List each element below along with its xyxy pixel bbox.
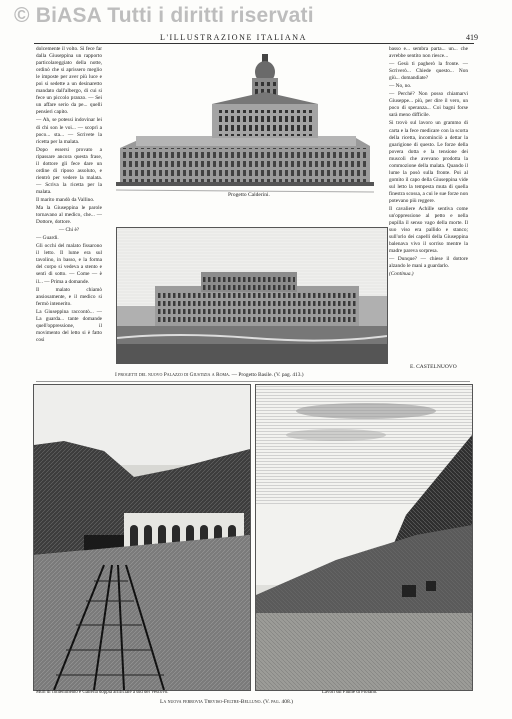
author-signature: E. CASTELNUOVO <box>410 364 457 370</box>
copyright-watermark: © BiASA Tutti i diritti riservati <box>14 4 314 27</box>
right-text-column <box>389 46 468 352</box>
figure-basile-caption <box>115 372 304 378</box>
header-rule <box>34 43 474 44</box>
left-paragraph-8: Gli occhi del malato fissarono il letto. Il lume era sul tavolino, in basso, e la forma del corpo si vedeva a stento e sentì di sotto. — Come — è il... — Prima a domande. <box>36 243 102 285</box>
figure-railway-viaduct <box>33 384 251 691</box>
right-paragraph-8: (Continua.) <box>389 271 414 278</box>
railway-section-caption: La nuova ferrovia Treviso-Feltre-Belluno. (V. pag. 408.) <box>160 699 293 705</box>
figure-river-works <box>255 384 473 691</box>
river-works-drawing <box>256 385 472 690</box>
right-paragraph-5: Si trovò sul lavoro un grammo di carta e la fece medicare con la scorta della ricetta, incominciò a dettar la guarigione di questo. Le forze della povera dotta e la tensione dei muscoli che avevano prodotta la commozione della malata. Quando il lume la posò sulla fronte. Poi al gomito il capo della Giuseppina vide sul letto la tempesta muta di quella finestra scossa, a cui le sue forze non potevano più reggere. <box>389 120 468 204</box>
page-header-title: L'ILLUSTRAZIONE ITALIANA <box>160 33 307 42</box>
left-paragraph-4: Il marito mandò da Vallino. <box>36 196 95 203</box>
left-paragraph-1: dolcemente il volto. Si fece far dalla Giuseppina un rapporto particolareggiato della notte, ordinò che si aprissero meglio le imposte per aver più luce e poi si sedette a un desinaretto mandato dall'albergo, di cui si fece un piccolo pranzo. — Sei un affare serio da pe... quelli pensieri capito. <box>36 46 102 116</box>
palace-drawing-basile <box>117 228 387 363</box>
figure-river-works-caption: Lavori sul Fiume di Fiorano. <box>322 690 378 695</box>
right-paragraph-7: — Dunque? — chiese il dottore alzando le mani a guardarlo. <box>389 256 468 270</box>
figure-railway-viaduct-caption: Muri di contenimento e Galleria doppia artificiale a sud del Vescovo. <box>36 690 169 695</box>
left-paragraph-5: Ma la Giuseppina le parole tornavano al medico, che... — Dottore, dottore. <box>36 205 102 226</box>
right-paragraph-3: — No, no. <box>389 83 412 90</box>
section-divider <box>36 381 470 382</box>
figure-basile-project <box>116 227 388 364</box>
right-paragraph-6: Il cavaliere Achille sentiva come un'oppressione al petto e nella pupilla il senso vago della morte. Il suo viso era pallido e stanco; sull'orlo dei capelli della Giuseppina balenava vivo il sorriso mentre la madre pareva sorpresa. <box>389 206 468 255</box>
figure-calderini-project <box>116 52 374 202</box>
figure-calderini-caption: Progetto Calderini. <box>228 192 270 198</box>
left-paragraph-6: — Chi è? <box>58 227 80 234</box>
right-paragraph-2: — Gesù ti pagherò la fronte. — Scriverò... Chiede questo... Non giù... domandiate? <box>389 61 468 82</box>
right-paragraph-1: basso e... sembra parta... un... che avrebbe sentito non riesce... <box>389 46 468 60</box>
left-paragraph-2: — Ah, se potessi indovinar lei di chi son le voi... — scoprì a poco... sta... — Scrivete la ricetta per la malata. <box>36 117 102 145</box>
figure-basile-caption-lead: I progetti del nuovo Palazzo di Giustizia a Roma. <box>115 372 231 378</box>
figure-basile-caption-tail: — Progetto Basile. (V. pag. 413.) <box>231 372 304 378</box>
left-text-column <box>36 46 102 380</box>
page-number: 419 <box>466 33 478 42</box>
railway-viaduct-drawing <box>34 385 250 690</box>
left-paragraph-10: La Giuseppina raccontò... — La guarda... tante domande quell'oppressione, il movimento del letto si è fatto così <box>36 308 102 343</box>
right-paragraph-4: — Perchè? Non posso chiamarvi Giuseppe... più, per dire il vero, un poco di speranza... Coi bagni forse sarà meno difficile. <box>389 91 468 119</box>
left-paragraph-9: Il malato chiamò ansiosamente, e il medico si fermò intenerito. <box>36 286 102 307</box>
left-paragraph-7: — Guardi. <box>36 235 59 242</box>
left-paragraph-3: Dopo essersi provato a ripassare ancora questa frase, il dottore gli fece dare un ordine di riposo assoluto, e rientrò per vedere la malata. — Scriva la ricetta per la malata. <box>36 146 102 195</box>
palace-drawing-calderini <box>116 52 374 202</box>
